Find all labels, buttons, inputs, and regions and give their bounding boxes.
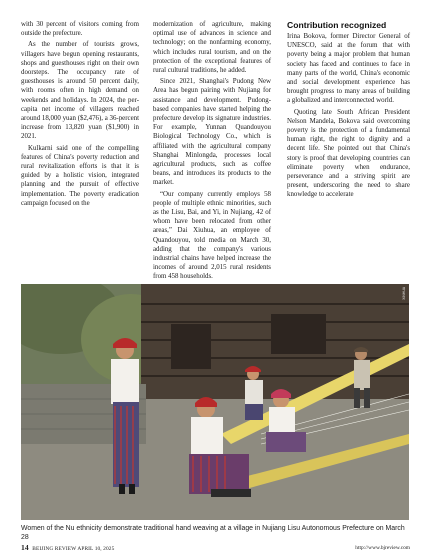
photo-credit: XINHUA [402,287,406,300]
paragraph: modernization of agriculture, making optimal use of advances in science and technology; on the nonfarming economy, which includes rural tourism, and on the protection of the exceptional features of rural cultural traditions, he added. [153,21,271,75]
article-column-2 [153,20,271,284]
paragraph: Quoting late South African President Nelson Mandela, Bokova said overcoming poverty is the protection of a fundamental human right, the right to dignity and a decent life. She pointed out that China's story is proof that developing countries can eliminate poverty when endurance, perseverance and a striving spirit are present, underscoring the need to share knowledge to accelerate [287,108,410,199]
paragraph: Irina Bokova, former Director General of UNESCO, said at the forum that with poverty being a major problem that human society has faced and continues to face in many parts of the world, China's economic and social development experience has brought progress to many areas of building a globalized and interconnected world. [287,33,410,105]
paragraph: with 30 percent of visitors coming from outside the prefecture. [21,21,139,38]
article-column-3 [287,20,410,202]
section-heading: Contribution recognized [287,20,387,30]
footer-publication [21,543,114,552]
page-number: 14 [21,543,29,552]
publication-line: BEIJING REVIEW APRIL 10, 2025 [32,546,115,552]
paragraph: Since 2021, Shanghai's Pudong New Area has begun pairing with Nujiang for assistance and development. Pudong-based companies have started helping the prefecture develop its signature industries. For example, Yunnan Quandouyou Biological Technology Co., which is affiliated with the agricultural company Shanghai Minlongda, processes local agricultural products, such as coffee beans, and introduces its products to the market. [153,78,271,187]
paragraph: As the number of tourists grows, villagers have begun opening restaurants, shops and guesthouses right on their own doorsteps. The occupancy rate of guesthouses is around 50 percent daily, with rooms often in high demand on weekends and holidays. In 2024, the per-capita net income of villagers reached around 18,000 yuan ($2,476), a 36-percent increase from 13,820 yuan ($1,900) in 2021. [21,41,139,141]
photo-caption: Women of the Nu ethnicity demonstrate traditional hand weaving at a village in Nujiang Lisu Autonomous Prefecture on March 28 [21,525,405,541]
paragraph: “Our company currently employs 58 people of multiple ethnic minorities, such as the Lisu, Bai, and Yi, in Nujiang, 42 of whom have been relocated from other areas,” Dai Xiuhua, an employee of Quandouyou, told media on March 30, adding that the company's various industrial chains have helped increase the incomes of around 2,015 rural residents from 458 households. [153,190,271,281]
weaving-photo [21,284,409,520]
weaving-scene-illustration [21,284,409,520]
footer-website[interactable]: http://www.bjreview.com [355,545,410,551]
paragraph: Kulkarni said one of the compelling features of China's poverty reduction and rural revitalization efforts is that it is guided by a holistic vision, integrated planning and the pursuit of effective implementation. The poverty eradication campaign focused on the [21,144,139,207]
article-column-1 [21,20,139,210]
